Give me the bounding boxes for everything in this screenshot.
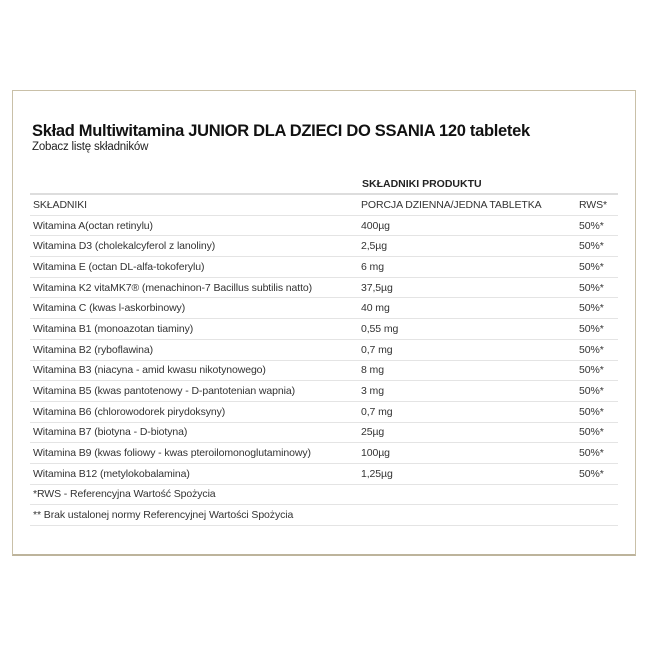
table-row [30, 319, 618, 340]
rws-cell: 50%* [576, 381, 618, 402]
rws-cell: 50%* [576, 298, 618, 319]
table-row [30, 401, 618, 422]
dose-cell: 2,5µg [358, 236, 576, 257]
rws-cell: 50%* [576, 257, 618, 278]
table-row [30, 298, 618, 319]
table-group-header: SKŁADNIKI PRODUKTU [362, 178, 482, 190]
table-row [30, 277, 618, 298]
ingredient-cell: Witamina B7 (biotyna - D-biotyna) [30, 422, 358, 443]
rws-cell: 50%* [576, 443, 618, 464]
table-row [30, 443, 618, 464]
header-ingredient: SKŁADNIKI [30, 194, 358, 215]
dose-cell: 37,5µg [358, 277, 576, 298]
dose-cell: 0,7 mg [358, 339, 576, 360]
dose-cell: 25µg [358, 422, 576, 443]
rws-cell: 50%* [576, 277, 618, 298]
ingredient-cell: Witamina D3 (cholekalcyferol z lanoliny) [30, 236, 358, 257]
table-header-row [30, 194, 618, 215]
table-row [30, 257, 618, 278]
dose-cell: 1,25µg [358, 463, 576, 484]
dose-cell: 400µg [358, 215, 576, 236]
dose-cell: 0,55 mg [358, 319, 576, 340]
dose-cell: 0,7 mg [358, 401, 576, 422]
ingredient-cell: Witamina B2 (ryboflawina) [30, 339, 358, 360]
footnote: *RWS - Referencyjna Wartość Spożycia [30, 484, 618, 505]
page-title: Skład Multiwitamina JUNIOR DLA DZIECI DO SSANIA 120 tabletek [32, 122, 530, 140]
dose-cell: 100µg [358, 443, 576, 464]
dose-cell: 6 mg [358, 257, 576, 278]
header-dose: PORCJA DZIENNA/JEDNA TABLETKA [358, 194, 576, 215]
ingredient-cell: Witamina B3 (niacyna - amid kwasu nikotynowego) [30, 360, 358, 381]
rws-cell: 50%* [576, 319, 618, 340]
table-row [30, 236, 618, 257]
dose-cell: 40 mg [358, 298, 576, 319]
table-row [30, 463, 618, 484]
rws-cell: 50%* [576, 339, 618, 360]
ingredient-cell: Witamina B12 (metylokobalamina) [30, 463, 358, 484]
header-rws: RWS* [576, 194, 618, 215]
ingredient-cell: Witamina B6 (chlorowodorek pirydoksyny) [30, 401, 358, 422]
rws-cell: 50%* [576, 401, 618, 422]
table-row [30, 360, 618, 381]
rws-cell: 50%* [576, 215, 618, 236]
footnote-row [30, 484, 618, 505]
ingredients-link[interactable]: Zobacz listę składników [32, 141, 149, 153]
table-row [30, 381, 618, 402]
ingredient-cell: Witamina B1 (monoazotan tiaminy) [30, 319, 358, 340]
ingredients-table [30, 193, 618, 526]
footnote: ** Brak ustalonej normy Referencyjnej Wartości Spożycia [30, 505, 618, 526]
table-row [30, 422, 618, 443]
rws-cell: 50%* [576, 236, 618, 257]
dose-cell: 3 mg [358, 381, 576, 402]
ingredient-cell: Witamina E (octan DL-alfa-tokoferylu) [30, 257, 358, 278]
dose-cell: 8 mg [358, 360, 576, 381]
table-row [30, 215, 618, 236]
ingredient-cell: Witamina C (kwas l-askorbinowy) [30, 298, 358, 319]
ingredient-cell: Witamina B9 (kwas foliowy - kwas pteroilomonoglutaminowy) [30, 443, 358, 464]
ingredient-cell: Witamina K2 vitaMK7® (menachinon-7 Bacillus subtilis natto) [30, 277, 358, 298]
rws-cell: 50%* [576, 360, 618, 381]
ingredient-cell: Witamina A(octan retinylu) [30, 215, 358, 236]
rws-cell: 50%* [576, 422, 618, 443]
footnote-row [30, 505, 618, 526]
ingredient-cell: Witamina B5 (kwas pantotenowy - D-pantotenian wapnia) [30, 381, 358, 402]
rws-cell: 50%* [576, 463, 618, 484]
table-row [30, 339, 618, 360]
